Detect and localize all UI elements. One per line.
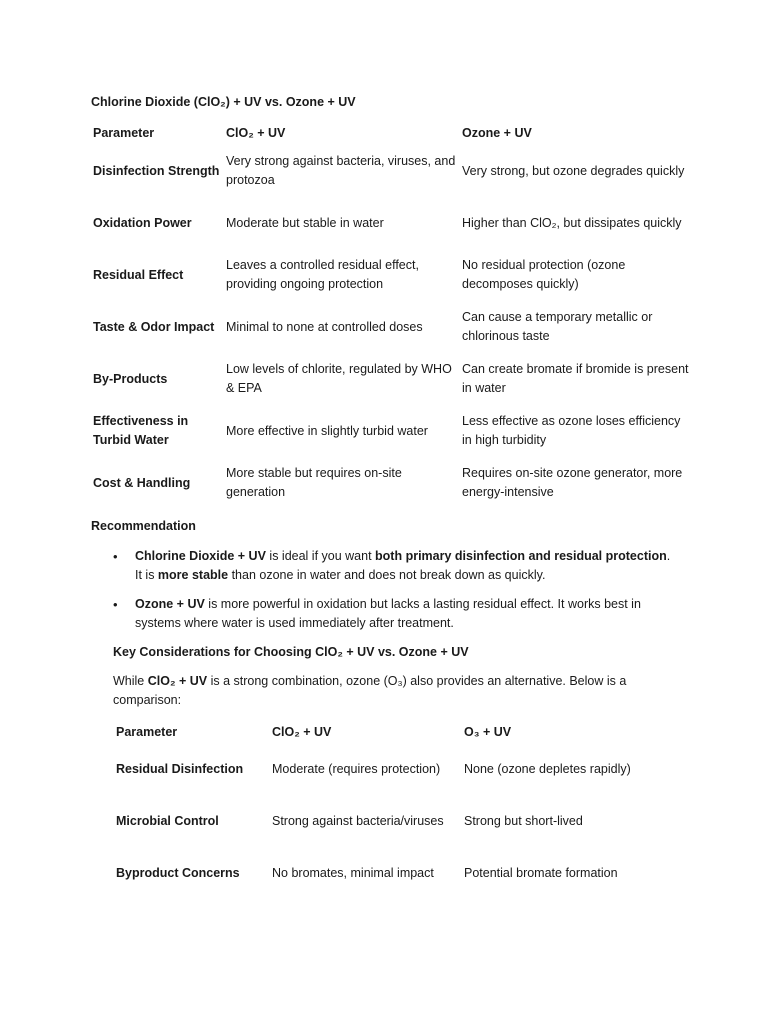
table-row — [93, 145, 692, 197]
clo2-cell: Minimal to none at controlled doses — [226, 319, 423, 334]
body-text: is ideal if you want — [265, 549, 376, 563]
ozone-cell: Can create bromate if bromide is present in water — [462, 362, 689, 395]
table-header-row — [116, 721, 684, 743]
intro-paragraph — [113, 672, 653, 710]
parameter-cell: Taste & Odor Impact — [93, 319, 215, 334]
parameter-cell: Disinfection Strength — [93, 163, 220, 178]
comparison-table — [93, 121, 692, 509]
ozone-cell: Very strong, but ozone degrades quickly — [462, 163, 685, 178]
table-row — [116, 743, 684, 795]
parameter-cell: Residual Effect — [93, 267, 184, 282]
ozone-cell: Requires on-site ozone generator, more energy-intensive — [462, 466, 683, 499]
table-row — [93, 301, 692, 353]
bold-text: more stable — [157, 568, 229, 582]
list-item — [113, 547, 673, 585]
parameter-cell: Residual Disinfection — [116, 761, 244, 776]
header-parameter: Parameter — [116, 724, 178, 739]
clo2-cell: Strong against bacteria/viruses — [272, 813, 444, 828]
clo2-cell: Moderate but stable in water — [226, 215, 384, 230]
document-title: Chlorine Dioxide (ClO₂) + UV vs. Ozone + UV — [91, 95, 356, 109]
o3-cell: None (ozone depletes rapidly) — [464, 761, 631, 776]
table-row — [93, 197, 692, 249]
comparison-table-2 — [116, 721, 684, 899]
ozone-cell: Higher than ClO₂, but dissipates quickly — [462, 215, 682, 230]
o3-cell: Strong but short-lived — [464, 813, 583, 828]
ozone-cell: No residual protection (ozone decomposes quickly) — [462, 258, 626, 291]
table-row — [93, 405, 692, 457]
bold-text: Ozone + UV — [135, 597, 205, 611]
key-considerations-heading: Key Considerations for Choosing ClO₂ + UV vs. Ozone + UV — [113, 645, 469, 659]
parameter-cell: By-Products — [93, 371, 168, 386]
body-text: While — [113, 674, 148, 688]
recommendation-list — [113, 547, 673, 643]
clo2-cell: Moderate (requires protection) — [272, 761, 441, 776]
clo2-cell: Low levels of chlorite, regulated by WHO & EPA — [226, 362, 452, 395]
o3-cell: Potential bromate formation — [464, 865, 618, 880]
header-ozone-uv: Ozone + UV — [462, 125, 532, 140]
header-parameter: Parameter — [93, 125, 155, 140]
bold-text: both primary disinfection and residual protection — [375, 549, 667, 563]
ozone-cell: Less effective as ozone loses efficiency in high turbidity — [462, 414, 681, 447]
table-header-row — [93, 121, 692, 145]
header-clo2-uv: ClO₂ + UV — [226, 125, 286, 140]
body-text: is more powerful in oxidation but lacks a lasting residual effect. It works best in systems where water is used immediately after treatment. — [135, 597, 641, 630]
parameter-cell: Effectiveness in Turbid Water — [93, 414, 189, 447]
parameter-cell: Oxidation Power — [93, 215, 192, 230]
clo2-cell: More stable but requires on-site generation — [226, 466, 402, 499]
header-clo2-uv: ClO₂ + UV — [272, 724, 332, 739]
parameter-cell: Byproduct Concerns — [116, 865, 240, 880]
header-o3-uv: O₃ + UV — [464, 724, 512, 739]
clo2-cell: More effective in slightly turbid water — [226, 423, 428, 438]
ozone-cell: Can cause a temporary metallic or chlorinous taste — [462, 310, 653, 343]
body-text: is a strong combination, ozone (O₃) also provides an alternative. Below is a comparison: — [113, 674, 627, 707]
clo2-cell: Leaves a controlled residual effect, providing ongoing protection — [226, 258, 419, 291]
table-row — [116, 795, 684, 847]
table-row — [93, 353, 692, 405]
bold-text: ClO₂ + UV — [147, 674, 208, 688]
clo2-cell: No bromates, minimal impact — [272, 865, 434, 880]
table-row — [116, 847, 684, 899]
recommendation-heading: Recommendation — [91, 519, 196, 533]
table-row — [93, 457, 692, 509]
list-item — [113, 595, 673, 633]
body-text: . It is — [135, 549, 671, 582]
clo2-cell: Very strong against bacteria, viruses, and protozoa — [226, 154, 456, 187]
body-text: than ozone in water and does not break down as quickly. — [228, 568, 546, 582]
parameter-cell: Cost & Handling — [93, 475, 191, 490]
table-row — [93, 249, 692, 301]
parameter-cell: Microbial Control — [116, 813, 219, 828]
bold-text: Chlorine Dioxide + UV — [135, 549, 266, 563]
